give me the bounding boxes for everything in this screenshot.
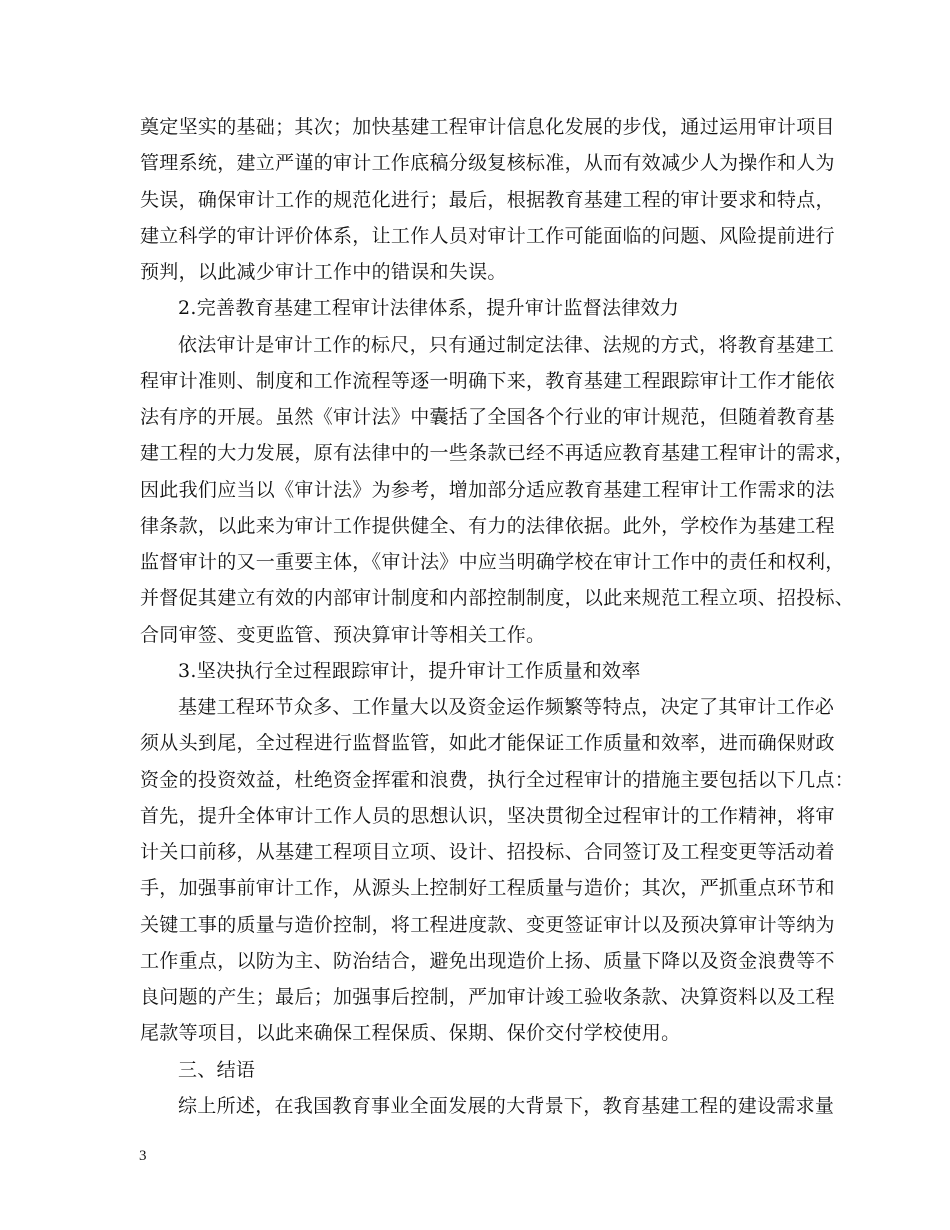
text-line: 建工程的大力发展，原有法律中的一些条款已经不再适应教育基建工程审计的需求， [140, 442, 855, 465]
text-line: 综上所述，在我国教育事业全面发展的大背景下，教育基建工程的建设需求量 [178, 1094, 835, 1117]
text-line: 计关口前移，从基建工程项目立项、设计、招投标、合同签订及工程变更等活动着 [140, 841, 835, 863]
text-line: 并督促其建立有效的内部审计制度和内部控制制度，以此来规范工程立项、招投标、 [140, 587, 855, 610]
text-line: 因此我们应当以《审计法》为参考，增加部分适应教育基建工程审计工作需求的法 [140, 478, 835, 501]
text-line: 手，加强事前审计工作，从源头上控制好工程质量与造价；其次，严抓重点环节和 [140, 877, 835, 900]
text-line: 法有序的开展。虽然《审计法》中囊括了全国各个行业的审计规范，但随着教育基 [140, 406, 835, 428]
text-line: 监督审计的又一重要主体，《审计法》中应当明确学校在审计工作中的责任和权利， [140, 551, 845, 573]
text-line: 管理系统，建立严谨的审计工作底稿分级复核标准，从而有效减少人为操作和人为 [140, 152, 835, 175]
text-line: 2.完善教育基建工程审计法律体系，提升审计监督法律效力 [178, 297, 680, 320]
text-line: 建立科学的审计评价体系，让工作人员对审计工作可能面临的问题、风险提前进行 [140, 224, 835, 247]
text-line: 依法审计是审计工作的标尺，只有通过制定法律、法规的方式，将教育基建工 [178, 333, 835, 356]
text-line: 首先，提升全体审计工作人员的思想认识，坚决贯彻全过程审计的工作精神，将审 [140, 804, 835, 827]
text-line: 尾款等项目，以此来确保工程保质、保期、保价交付学校使用。 [140, 1022, 681, 1045]
text-line: 三、结语 [178, 1058, 256, 1081]
text-line: 预判，以此减少审计工作中的错误和失误。 [140, 261, 507, 283]
text-line: 资金的投资效益，杜绝资金挥霍和浪费，执行全过程审计的措施主要包括以下几点： [140, 768, 855, 791]
text-line: 良问题的产生；最后；加强事后控制，严加审计竣工验收条款、决算资料以及工程 [140, 986, 835, 1008]
page-number: 3 [139, 1148, 147, 1164]
text-line: 失误，确保审计工作的规范化进行；最后，根据教育基建工程的审计要求和特点， [140, 188, 835, 211]
text-line: 3.坚决执行全过程跟踪审计，提升审计工作质量和效率 [178, 659, 641, 682]
text-line: 须从头到尾，全过程进行监督监管，如此才能保证工作质量和效率，进而确保财政 [140, 732, 835, 755]
document-body [140, 109, 855, 1124]
text-line: 合同审签、变更监管、预决算审计等相关工作。 [140, 623, 546, 646]
text-line: 奠定坚实的基础；其次；加快基建工程审计信息化发展的步伐，通过运用审计项目 [140, 116, 835, 138]
text-line: 基建工程环节众多、工作量大以及资金运作频繁等特点，决定了其审计工作必 [178, 696, 835, 718]
text-line: 程审计准则、制度和工作流程等逐一明确下来，教育基建工程跟踪审计工作才能依 [140, 369, 835, 392]
text-line: 关键工事的质量与造价控制，将工程进度款、变更签证审计以及预决算审计等纳为 [140, 913, 835, 936]
text-line: 律条款，以此来为审计工作提供健全、有力的法律依据。此外，学校作为基建工程 [140, 514, 835, 537]
text-line: 工作重点，以防为主、防治结合，避免出现造价上扬、质量下降以及资金浪费等不 [140, 949, 835, 972]
